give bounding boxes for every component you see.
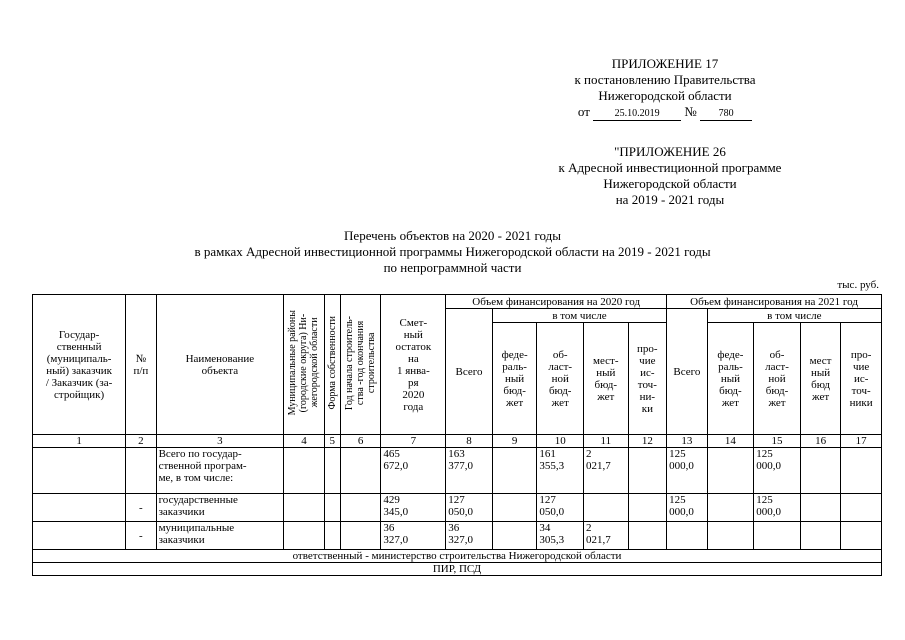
col-number: 9 [492,435,537,448]
cell-c17 [841,522,882,550]
cell-num: - [126,494,156,522]
cell-c16 [800,494,841,522]
responsible-row: ответственный - министерство строительства Нижегородской области [33,550,882,563]
col-number: 6 [340,435,381,448]
cell-years [340,494,381,522]
cell-c16 [800,448,841,494]
title-line2: в рамках Адресной инвестиционной программы Нижегородской области на 2019 - 2021 годы [194,244,711,259]
header-fin-2020: Объем финансирования на 2020 год [446,295,667,309]
cell-c7: 465 672,0 [381,448,446,494]
table-row [33,494,882,522]
cell-c13: 125 000,0 [667,494,708,522]
cell-c15 [754,522,801,550]
appendix-26-block [535,144,805,208]
cell-district [284,522,325,550]
col-number: 10 [537,435,584,448]
cell-c10: 127 050,0 [537,494,584,522]
cell-name: муниципальные заказчики [156,522,284,550]
col-number: 14 [707,435,754,448]
header-other-2020: про- чие ис- точ- ни- ки [628,323,667,435]
cell-c14 [707,494,754,522]
header-name: Наименование объекта [156,295,284,435]
col-number: 2 [126,435,156,448]
cell-district [284,494,325,522]
header-customer: Государ- ственный (муниципаль- ный) заказчик / Заказчик (за- стройщик) [33,295,126,435]
cell-years [340,522,381,550]
cell-c12 [628,448,667,494]
cell-district [284,448,325,494]
appendix-17-title: ПРИЛОЖЕНИЕ 17 [611,56,719,71]
header-local-2020: мест- ный бюд- жет [584,323,629,435]
col-number: 1 [33,435,126,448]
cell-c12 [628,494,667,522]
cell-ownership [324,448,340,494]
appendix-17-line1: к постановлению Правительства [574,72,756,87]
cell-c11 [584,494,629,522]
cell-num [126,448,156,494]
appendix-26-title: "ПРИЛОЖЕНИЕ 26 [614,144,726,159]
appendix-26-line3: на 2019 - 2021 годы [615,192,725,207]
cell-c13: 125 000,0 [667,448,708,494]
col-number: 17 [841,435,882,448]
cell-c17 [841,494,882,522]
cell-c13 [667,522,708,550]
cell-c8: 36 327,0 [446,522,493,550]
header-total-2021: Всего [667,309,708,435]
cell-name: государственные заказчики [156,494,284,522]
date-prefix: от [577,104,590,119]
objects-table [32,294,882,576]
header-federal-2020: феде- раль- ный бюд- жет [492,323,537,435]
header-incl-2020: в том числе [492,309,666,323]
cell-c8: 127 050,0 [446,494,493,522]
header-ownership: Форма собственности [324,295,340,435]
col-number: 16 [800,435,841,448]
col-number: 5 [324,435,340,448]
cell-c14 [707,522,754,550]
number-prefix: № [684,104,697,119]
cell-c14 [707,448,754,494]
header-fin-2021: Объем финансирования на 2021 год [667,295,882,309]
cell-c12 [628,522,667,550]
cell-c9 [492,494,537,522]
col-number: 7 [381,435,446,448]
cell-customer [33,522,126,550]
cell-years [340,448,381,494]
table-row [33,448,882,494]
cell-c17 [841,448,882,494]
cell-name: Всего по государ- ственной програм- ме, в том числе: [156,448,284,494]
section-row: ПИР, ПСД [33,563,882,576]
header-incl-2021: в том числе [707,309,881,323]
decree-number: 780 [700,108,752,121]
appendix-17-block [555,56,775,121]
cell-customer [33,448,126,494]
header-other-2021: про- чие ис- точ- ники [841,323,882,435]
cell-c11: 2 021,7 [584,522,629,550]
header-balance: Смет- ный остаток на 1 янва- ря 2020 года [381,295,446,435]
title-line1: Перечень объектов на 2020 - 2021 годы [344,228,561,243]
col-number: 15 [754,435,801,448]
header-district: Муниципальные районы (городские округа) Ни- жегородской области [284,295,325,435]
units-label: тыс. руб. [837,279,879,291]
document-title [0,228,905,276]
appendix-17-line2: Нижегородской области [598,88,732,103]
appendix-17-date-line [555,104,775,121]
col-number: 13 [667,435,708,448]
header-local-2021: мест ный бюд жет [800,323,841,435]
cell-c7: 36 327,0 [381,522,446,550]
appendix-26-line1: к Адресной инвестиционной программе [558,160,782,175]
cell-c16 [800,522,841,550]
cell-c9 [492,522,537,550]
decree-date: 25.10.2019 [593,108,681,121]
cell-c8: 163 377,0 [446,448,493,494]
header-regional-2021: об- ласт- ной бюд- жет [754,323,801,435]
cell-c7: 429 345,0 [381,494,446,522]
header-federal-2021: феде- раль- ный бюд- жет [707,323,754,435]
header-num: № п/п [126,295,156,435]
cell-customer [33,494,126,522]
header-years: Год начала строитель- ства -год окончания строительства [340,295,381,435]
appendix-26-line2: Нижегородской области [603,176,737,191]
table-row [33,522,882,550]
cell-ownership [324,522,340,550]
cell-c15: 125 000,0 [754,448,801,494]
header-total-2020: Всего [446,309,493,435]
col-number: 8 [446,435,493,448]
title-line3: по непрограммной части [383,260,522,275]
cell-c9 [492,448,537,494]
col-number: 4 [284,435,325,448]
cell-c11: 2 021,7 [584,448,629,494]
cell-num: - [126,522,156,550]
cell-ownership [324,494,340,522]
cell-c15: 125 000,0 [754,494,801,522]
cell-c10: 161 355,3 [537,448,584,494]
column-numbers-row [33,435,882,448]
cell-c10: 34 305,3 [537,522,584,550]
col-number: 11 [584,435,629,448]
col-number: 12 [628,435,667,448]
col-number: 3 [156,435,284,448]
header-regional-2020: об- ласт- ной бюд- жет [537,323,584,435]
